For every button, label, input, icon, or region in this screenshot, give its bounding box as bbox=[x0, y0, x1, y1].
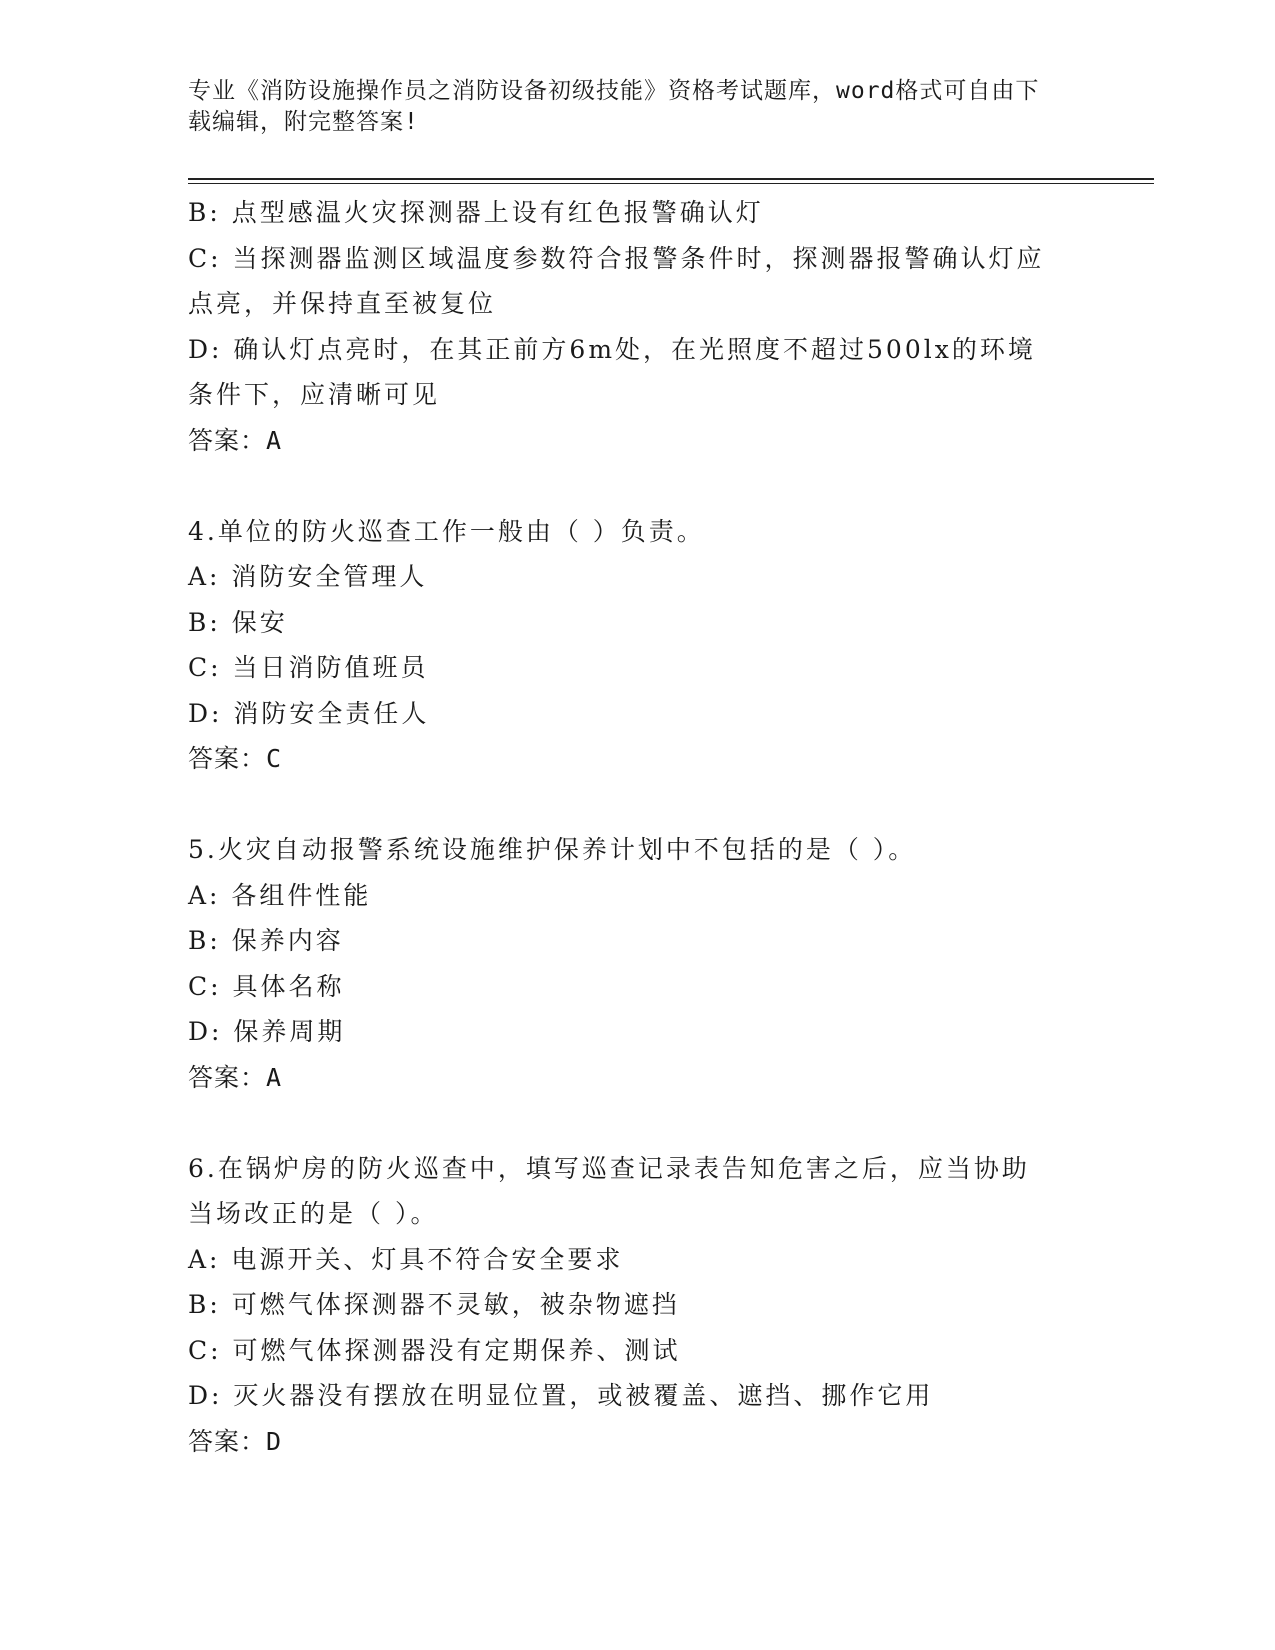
header-divider-thin bbox=[188, 183, 1154, 184]
spacer bbox=[188, 1100, 1078, 1146]
spacer bbox=[188, 463, 1078, 509]
option-a: A: 各组件性能 bbox=[188, 880, 372, 910]
option-c-line-1: C: 当探测器监测区域温度参数符合报警条件时，探测器报警确认灯应 bbox=[188, 243, 1045, 273]
question-stem: 4.单位的防火巡查工作一般由（ ）负责。 bbox=[188, 516, 705, 546]
spacer bbox=[188, 782, 1078, 828]
option-b: B: 保养内容 bbox=[188, 926, 344, 955]
answer: 答案：A bbox=[188, 1062, 283, 1092]
option-b: B: 保安 bbox=[188, 607, 288, 637]
question-5 bbox=[188, 827, 1078, 1100]
option-d-line-2: 条件下，应清晰可见 bbox=[188, 380, 441, 409]
question-3-tail bbox=[188, 190, 1078, 463]
question-4 bbox=[188, 509, 1078, 782]
document-header bbox=[188, 76, 1078, 138]
question-6 bbox=[188, 1146, 1078, 1465]
question-list bbox=[188, 190, 1078, 1464]
header-line-1: 专业《消防设施操作员之消防设备初级技能》资格考试题库，word格式可自由下 bbox=[188, 78, 1040, 104]
option-d: D: 消防安全责任人 bbox=[188, 698, 430, 728]
question-stem-line-1: 6.在锅炉房的防火巡查中，填写巡查记录表告知危害之后，应当协助 bbox=[188, 1153, 1030, 1183]
answer: 答案：A bbox=[188, 425, 283, 455]
option-c: C: 具体名称 bbox=[188, 971, 345, 1001]
question-stem: 5.火灾自动报警系统设施维护保养计划中不包括的是（ ）。 bbox=[188, 835, 917, 864]
option-a: A: 消防安全管理人 bbox=[188, 562, 428, 591]
answer: 答案：C bbox=[188, 744, 283, 773]
option-d: D: 保养周期 bbox=[188, 1017, 346, 1046]
option-c-line-2: 点亮，并保持直至被复位 bbox=[188, 289, 497, 318]
question-stem-line-2: 当场改正的是（ ）。 bbox=[188, 1199, 439, 1228]
option-d-line-1: D: 确认灯点亮时，在其正前方6m处，在光照度不超过500lx的环境 bbox=[188, 334, 1036, 364]
option-b: B: 点型感温火灾探测器上设有红色报警确认灯 bbox=[188, 198, 764, 227]
option-a: A: 电源开关、灯具不符合安全要求 bbox=[188, 1244, 624, 1274]
header-line-2: 载编辑，附完整答案! bbox=[188, 109, 419, 135]
answer: 答案：D bbox=[188, 1426, 283, 1456]
option-d: D: 灭火器没有摆放在明显位置，或被覆盖、遮挡、挪作它用 bbox=[188, 1381, 934, 1410]
option-c: C: 当日消防值班员 bbox=[188, 653, 429, 682]
option-b: B: 可燃气体探测器不灵敏，被杂物遮挡 bbox=[188, 1290, 680, 1319]
header-divider-thick bbox=[188, 178, 1154, 180]
option-c: C: 可燃气体探测器没有定期保养、测试 bbox=[188, 1335, 681, 1365]
